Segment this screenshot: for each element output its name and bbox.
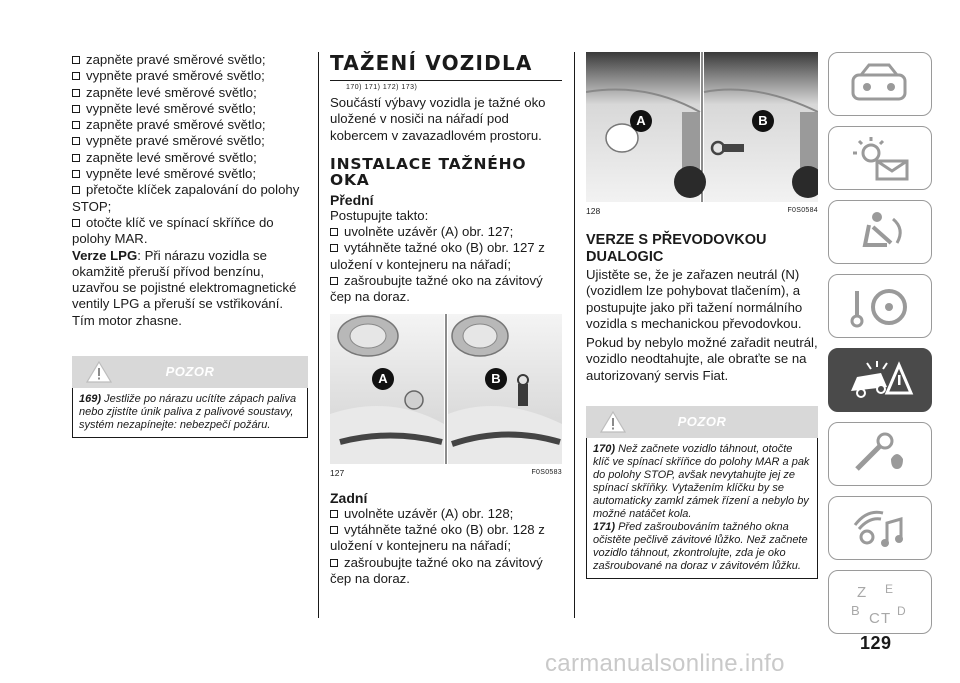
checkbox-bullet-icon [72,105,80,113]
checkbox-bullet-icon [72,121,80,129]
key-steering-wheel-icon [847,283,915,331]
checkbox-bullet-icon [72,219,80,227]
figure-127 [330,314,562,480]
bullet-item: zapněte levé směrové světlo; [72,85,308,101]
rear-tow-eye-photo [586,52,818,202]
figure-caption [330,464,562,480]
checkbox-bullet-icon [330,277,338,285]
checkbox-bullet-icon [330,244,338,252]
nav-tab-starting[interactable] [828,274,932,338]
page-number: 129 [860,633,892,653]
lpg-paragraph [72,248,308,329]
bullet-item: otočte klíč ve spínací skříňce do polohy MAR. [72,214,274,247]
seat-airbag-icon [847,209,915,257]
multimedia-icon [847,505,915,553]
lights-message-icon [847,135,915,183]
checkbox-bullet-icon [72,72,80,80]
bullet-item: vypněte pravé směrové světlo; [72,68,308,84]
index-letter: T [881,610,891,627]
warning-text: Než začnete vozidlo táhnout, otočte klíč ve spínací skříňce do polohy MAR a pak do polohy STOP, avšak nevytahujte jej ze spínací skříňky. Vytažením klíčku by se automaticky zamkl zámek řízení a nebylo by možné natáčet kola. [593,443,810,521]
index-letters-icon [847,579,915,627]
nav-tab-index[interactable] [828,570,932,634]
emergency-breakdown-icon [847,357,915,405]
column-1 [72,52,308,438]
bullet-item: zapněte pravé směrové světlo; [72,117,308,133]
warning-text: Před zašroubováním tažného okna očistěte pečlivě závitové lůžko. Než začnete vozidlo táhnout, zkontrolujte, zda je oko zašroubované na doraz v závitovém lůžku. [593,521,808,573]
index-letter: E [885,582,894,596]
warning-body [586,438,818,579]
warning-box [72,356,308,438]
chapter-navigation [828,52,932,642]
dualogic-heading: VERZE S PŘEVODOVKOU DUALOGIC [586,232,767,265]
lpg-text: : Při nárazu vozidla se okamžitě přeruší přívod benzínu, uzavřou se pojistné elektromagnetické ventily LPG a přeruší se vstřikování. Tím motor zhasne. [72,247,297,328]
lpg-label: Verze LPG [72,247,138,263]
checkbox-bullet-icon [72,137,80,145]
section-title: TAŽENÍ VOZIDLA [330,51,533,75]
checkbox-bullet-icon [72,56,80,64]
car-dashboard-icon [847,61,915,109]
title-rule [330,80,562,81]
checkbox-bullet-icon [330,510,338,518]
index-letter: Z [857,584,867,601]
warning-references: 170) 171) 172) 173) [346,84,418,91]
warning-number: 171) [593,521,616,534]
warning-box [586,406,818,579]
maintenance-oil-icon [847,431,915,479]
rear-heading: Zadní [330,489,368,506]
nav-tab-dashboard[interactable] [828,52,932,116]
nav-tab-lights[interactable] [828,126,932,190]
warning-item [593,443,811,521]
figure-128 [586,52,818,218]
warning-number: 169) [79,393,102,406]
figure-number: 128 [586,206,601,216]
dualogic-paragraph-1: Ujistěte se, že je zařazen neutrál (N) (vozidlem lze pohybovat tlačením), a postupujte jako při tažení normálního vozidla s mechanickou převodovkou. [586,267,803,331]
bullet-item: zašroubujte tažné oko na závitový čep na doraz. [330,273,543,305]
subsection-title: INSTALACE TAŽNÉHO OKA [330,154,527,189]
index-letter: B [851,603,860,618]
index-letter: C [869,610,880,627]
bullet-item: vytáhněte tažné oko (B) obr. 128 z uložení v kontejneru na nářadí; [330,521,545,554]
checkbox-bullet-icon [330,526,338,534]
warning-text: Jestliže po nárazu ucítíte zápach paliva nebo zjistíte únik paliva z palivové soustavy, systém nezapínejte: nebezpečí požáru. [79,393,297,432]
bullet-item: vypněte levé směrové světlo; [72,166,308,182]
intro-paragraph: Součástí výbavy vozidla je tažné oko uložené v nosiči na nářadí pod kobercem v zavazadlovém prostoru. [330,95,546,143]
bullet-item: vytáhněte tažné oko (B) obr. 127 z uložení v kontejneru na nářadí; [330,240,545,272]
dualogic-paragraph-2: Pokud by nebylo možné zařadit neutrál, vozidlo neodtahujte, ale obraťte se na autorizovaný servis Fiat. [586,335,818,383]
warning-header [72,356,308,388]
column-divider [574,52,575,618]
watermark: carmanualsonline.info [545,650,785,677]
warning-title: POZOR [677,414,727,430]
nav-tab-multimedia[interactable] [828,496,932,560]
bullet-item: přetočte klíček zapalování do polohy STOP; [72,182,300,214]
checkbox-bullet-icon [72,154,80,162]
bullet-item: zapněte levé směrové světlo; [72,150,308,166]
checkbox-bullet-icon [330,559,338,567]
warning-header [586,406,818,438]
figure-code: F0S0583 [531,468,562,476]
bullet-item: vypněte pravé směrové světlo; [72,133,308,149]
front-heading: Přední [330,191,374,208]
column-divider [318,52,319,618]
checkbox-bullet-icon [72,186,80,194]
column-3 [586,52,818,579]
checkbox-bullet-icon [330,228,338,236]
bullet-item: uvolněte uzávěr (A) obr. 128; [330,506,562,522]
index-letter: D [897,604,906,618]
checkbox-bullet-icon [72,170,80,178]
bullet-item: uvolněte uzávěr (A) obr. 127; [330,224,562,240]
callout-b: B [752,110,774,132]
checkbox-bullet-icon [72,89,80,97]
callout-b: B [485,368,507,390]
nav-tab-safety[interactable] [828,200,932,264]
warning-body [72,388,308,438]
warning-number: 170) [593,443,616,456]
callout-a: A [372,368,394,390]
callout-a: A [630,110,652,132]
bullet-item: zapněte pravé směrové světlo; [72,52,308,68]
front-intro: Postupujte takto: [330,207,429,223]
figure-code: F0S0584 [787,207,818,214]
nav-tab-maintenance[interactable] [828,422,932,486]
bullet-item: vypněte levé směrové světlo; [72,101,308,117]
figure-number: 127 [330,467,345,478]
column-2 [330,52,562,587]
nav-tab-emergency[interactable] [828,348,932,412]
front-tow-eye-photo [330,314,562,464]
warning-title: POZOR [165,364,215,380]
figure-caption [586,202,818,218]
warning-item [593,521,811,573]
bullet-item: zašroubujte tažné oko na závitový čep na doraz. [330,554,543,586]
